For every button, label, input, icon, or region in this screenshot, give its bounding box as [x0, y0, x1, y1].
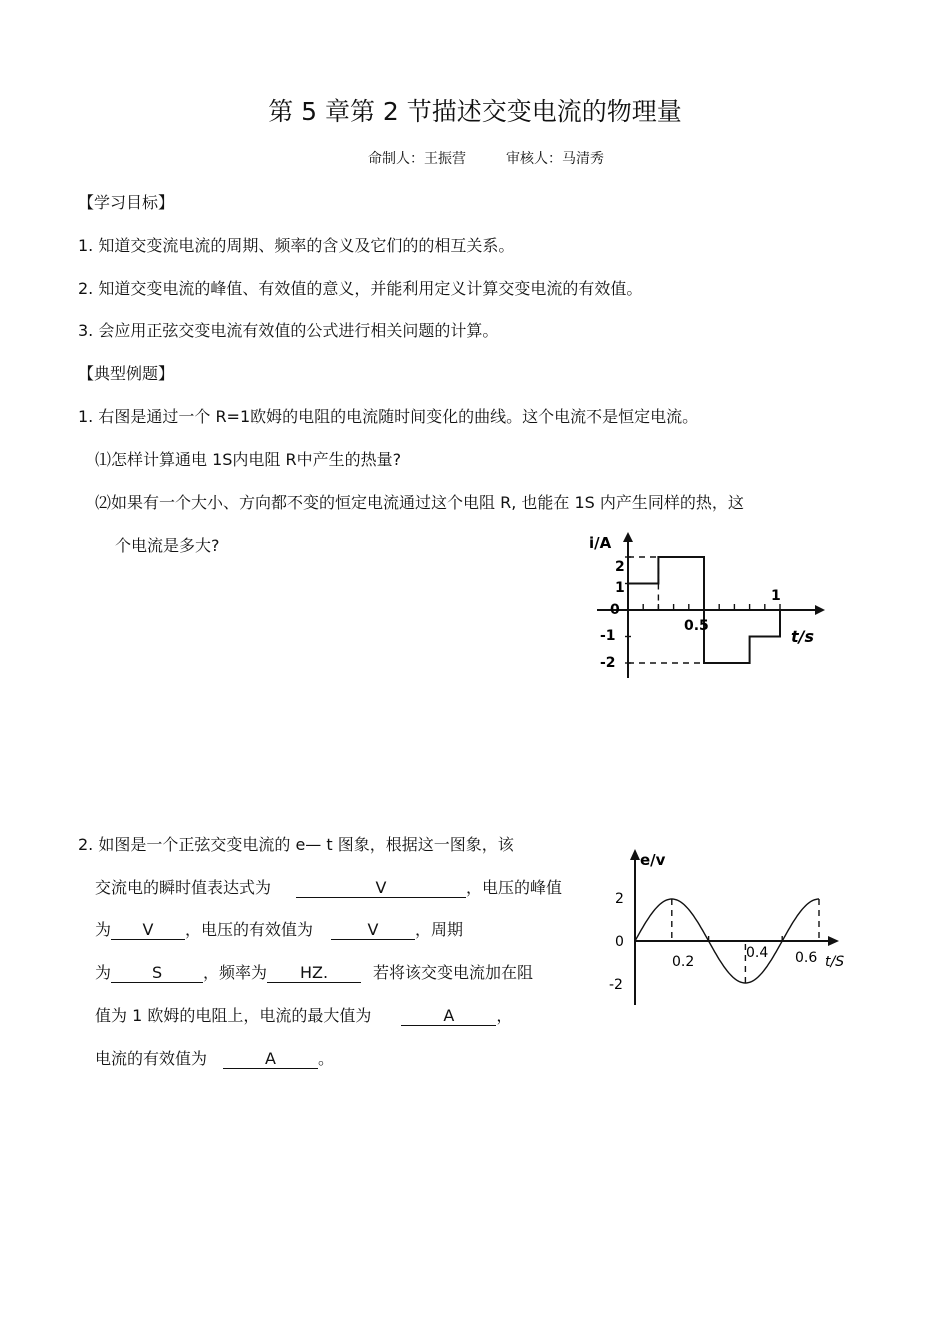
- text: ，电压的有效值为: [185, 920, 314, 939]
- x-axis-label: t/S: [825, 954, 845, 970]
- text: 。: [318, 1049, 335, 1068]
- x-tick-label: 0.4: [746, 945, 769, 961]
- text: 电流的有效值为: [95, 1049, 208, 1068]
- y-tick-label: -1: [600, 628, 616, 644]
- answer-blank-effective-voltage[interactable]: V: [331, 921, 415, 940]
- y-tick-label: 1: [615, 580, 625, 596]
- text: ，: [496, 1006, 513, 1025]
- answer-blank-peak-voltage[interactable]: V: [111, 921, 185, 940]
- y-tick-label: 2: [615, 559, 625, 575]
- y-axis-label: e/v: [640, 851, 666, 869]
- question-1-part-1: ⑴怎样计算通电 1S内电阻 R中产生的热量?: [95, 450, 402, 469]
- text: 为: [95, 920, 112, 939]
- y-tick-label: -2: [600, 655, 616, 671]
- x-axis-label: t/s: [791, 627, 815, 646]
- question-2-line-4: [95, 960, 533, 983]
- authors: [368, 148, 604, 168]
- question-2-line-2: [95, 875, 562, 898]
- x-tick-label: 0.5: [684, 618, 709, 634]
- answer-blank-effective-current[interactable]: A: [223, 1050, 318, 1069]
- y-tick-label: 0: [615, 934, 624, 950]
- y-tick-label: 2: [615, 891, 624, 907]
- answer-blank-frequency[interactable]: HZ.: [267, 964, 361, 983]
- answer-blank-expression[interactable]: V: [296, 879, 466, 898]
- text: 若将该交变电流加在阻: [373, 963, 534, 982]
- page-title: 第 5 章第 2 节描述交变电流的物理量: [268, 97, 682, 126]
- current-time-chart: [585, 530, 835, 680]
- text: 值为 1 欧姆的电阻上，电流的最大值为: [95, 1006, 372, 1025]
- y-tick-label: -2: [609, 977, 623, 993]
- question-1-stem: 1. 右图是通过一个 R=1欧姆的电阻的电流随时间变化的曲线。这个电流不是恒定电流。: [78, 407, 699, 426]
- objectives-heading: 【学习目标】: [78, 193, 175, 212]
- voltage-time-chart: [605, 845, 855, 1010]
- answer-blank-max-current[interactable]: A: [401, 1007, 496, 1026]
- x-axis-arrow: [828, 936, 839, 946]
- text: ，周期: [415, 920, 464, 939]
- examples-heading: 【典型例题】: [78, 364, 175, 383]
- y-tick-label: 0: [610, 602, 620, 618]
- x-tick-label: 1: [771, 588, 781, 604]
- text: ，频率为: [203, 963, 268, 982]
- objective-item-3: 3. 会应用正弦交变电流有效值的公式进行相关问题的计算。: [78, 321, 499, 340]
- question-1-part-2: ⑵如果有一个大小、方向都不变的恒定电流通过这个电阻 R, 也能在 1S 内产生同样的热，这: [95, 493, 744, 512]
- y-axis-arrow: [630, 849, 640, 860]
- x-tick-label: 0.6: [795, 950, 818, 966]
- text: 交流电的瞬时值表达式为: [95, 878, 272, 897]
- objective-item-1: 1. 知道交变流电流的周期、频率的含义及它们的的相互关系。: [78, 236, 515, 255]
- question-2-line-1: 2. 如图是一个正弦交变电流的 e— t 图象，根据这一图象，该: [78, 835, 514, 854]
- author-maker: 命制人：王振营: [368, 151, 466, 167]
- y-axis-label: i/A: [589, 534, 612, 552]
- y-axis-arrow: [623, 532, 633, 542]
- objective-item-2: 2. 知道交变电流的峰值、有效值的意义，并能利用定义计算交变电流的有效值。: [78, 279, 643, 298]
- text: ，电压的峰值: [466, 878, 563, 897]
- answer-blank-period[interactable]: S: [111, 964, 203, 983]
- x-axis-arrow: [815, 605, 825, 615]
- question-2-line-6: [95, 1046, 334, 1069]
- question-1-part-2-continued: 个电流是多大?: [115, 536, 220, 555]
- text: 为: [95, 963, 112, 982]
- question-2-line-3: [95, 917, 463, 940]
- x-tick-label: 0.2: [672, 954, 695, 970]
- question-2-line-5: [95, 1003, 512, 1026]
- author-reviewer: 审核人：马清秀: [506, 151, 604, 167]
